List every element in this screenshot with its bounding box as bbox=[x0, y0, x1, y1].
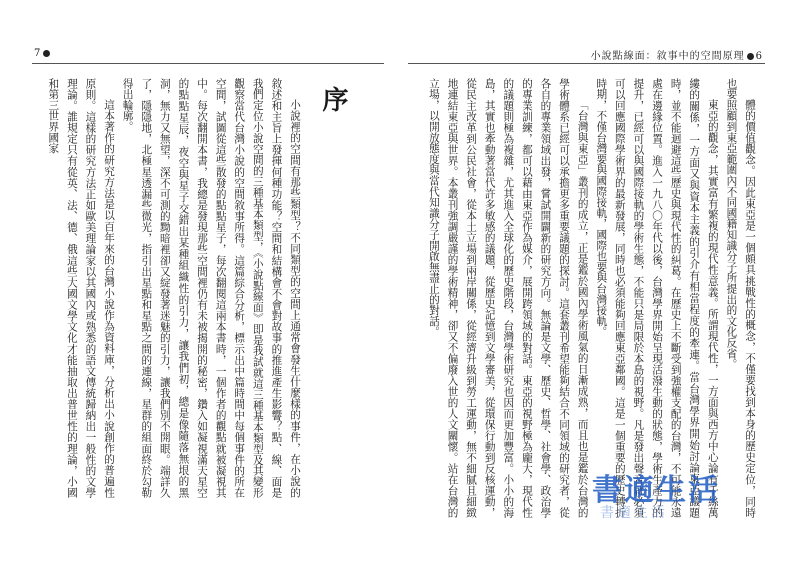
header-rule bbox=[408, 63, 765, 64]
section-title: 序 bbox=[318, 86, 348, 114]
preface-body bbox=[20, 78, 304, 498]
header-rule bbox=[32, 63, 384, 64]
paragraph: 「台灣與東亞」叢刊的成立，正是鑑於國內學術風氣的日漸成熟，而且也是鑑於台灣的學術體系已經可以承擔更多重要議題的探討。這套叢刊希望能夠結合不同領域的研究者，從各自的專業領域出發，嘗試開闢新的研究方向。無論是文學、歷史、哲學、社會學、政治學的專業訓練，都可以藉由東亞作為媒介，展開跨領域的對話。東亞的視野極為龐大，現代性的議題則極為複雜，尤其進入全球化的歷史階段，台灣學術研究也因而更加豐富。小小的海島，其實也牽動著當代許多敏感的議題，從歷史記憶到文學審美，從環保行動到反核運動，從民主改革到公民社會，從本土立場到兩岸關係，從經濟升級到勞工運動，無不細膩且細緻地連結東亞與世界。本叢刊強調嚴謹的學術精神，卻又不偏廢入世的人文關懷。站在台灣的立場，以開放態度與當代知識分子開啟無盡止的對話。 bbox=[427, 78, 589, 518]
paragraph: 體的價值觀念。因此東亞是一個頗具挑戰性的概念，不僅要找到本身的歷史定位，同時也要照顧到東亞範圍內不同國籍知識分子所提出的文化反省。 bbox=[725, 78, 756, 518]
paragraph: 這本著作的研究方法是以百年來的台灣小說作為資料庫，分析出小說創作的普遍性原則。這樣的研究方法正如歐美理論家以其國內或熟悉的語文傳統歸納出一般性的文學理論。誰規定只有從英、法、德、俄這些大國文學文化才能抽取出普世性的理論，小國和第三世界國家 bbox=[47, 78, 116, 498]
page-dot-icon bbox=[747, 53, 754, 60]
watermark-logo: 書適生活 bbox=[592, 473, 720, 508]
paragraph: 東亞的觀念，其實富有繁複的現代性意義。所謂現代性，一方面與西方中心論有千絲萬縷的關係，一方面又與資本主義的引介有相當程度的牽連。當台灣學界開始討論東亞議題時，並不能迴避這些歷史與現代性的糾葛。在歷史上不斷受到強權支配的台灣，不可能永遠處在邊緣位置。進入一九八〇年代以後，台灣學界開始呈現活潑生動的狀態，學術生產力的提升，已經可以與國際接軌的學術生態，不能只是局限於本島的視野。凡是發出聲音就必須可以回應國際學術界的最新發展，同時也必須能夠回應東亞鄰國。這是一個重要的歷史轉折時期，不僅台灣要與國際接軌，國際也要與台灣接軌。 bbox=[595, 78, 719, 518]
paragraph: 小說裡的空間有那些類型？不同類型的空間上通常會發生什麼樣的事件，在小說的敘述和主旨上發揮何種功能？空間和結構會不會對故事的推進產生影響？點、線、面是我們定位小說空間的三種基本類型，《小說點線面》即是我試就這三種基本類型及其變形觀察當代台灣小說的空間敘事所得。這篇綜合分析，標示出中篇時間中每個事件的所在空間，試圖從這些散發的點點星子，每次翻閱這兩本書時，一個作者的觀點就被凝視其中。每次翻開本書，我總是發現那些空間裡仍有未被揭開的秘密，鑽入如凝視滿天星空的點點星辰，夜空與星子交錯出某種組織性的引力，讓我們初，總是像隨落無垠的黑洞，無力又無望，深不可測的黝暗裡卻又綻發著迷魅的引力，讓我們別不開眼。端詳久了，隱隱地，北極星透漏些微光，指引出星點和星點之間的連線，星群的組面終於勾勒得出輪廓。 bbox=[121, 78, 301, 498]
running-head: 小說點線面：敘事中的空間原理 6 bbox=[590, 51, 763, 62]
left-page bbox=[0, 0, 398, 565]
series-body bbox=[406, 78, 759, 518]
page-number-left: 7 bbox=[34, 48, 52, 59]
page-dot-icon bbox=[43, 50, 50, 57]
watermark-shadow: 書適生活 bbox=[600, 505, 668, 521]
